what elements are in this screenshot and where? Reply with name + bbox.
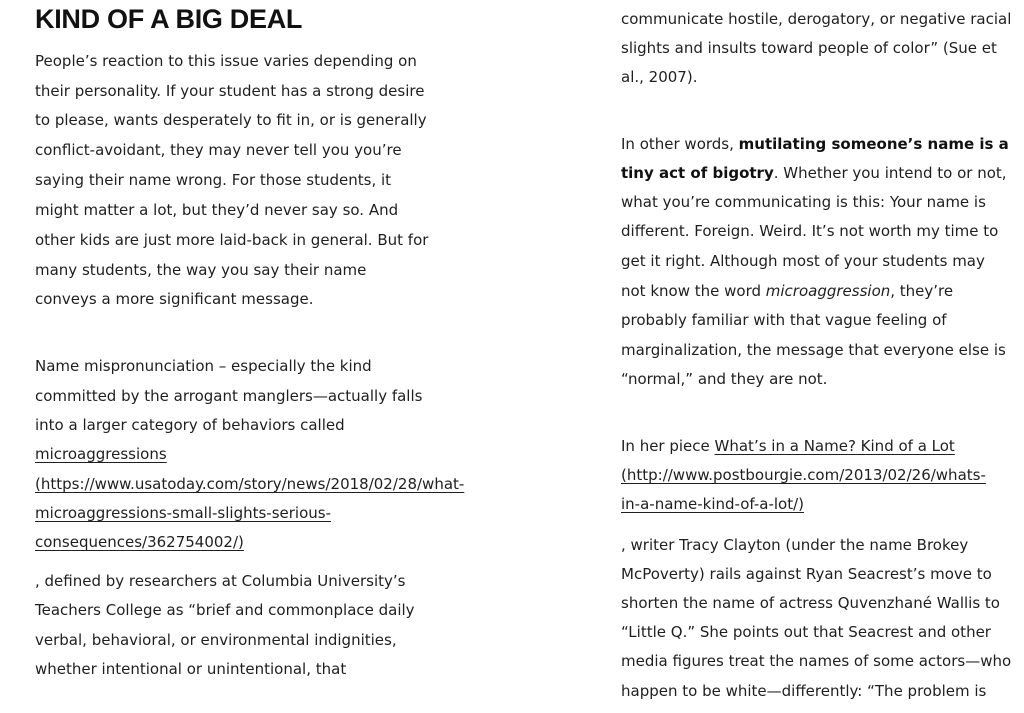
- text-span: . Whether you intend to or not,: [773, 164, 1007, 182]
- text-line: media figures treat the names of some actors—who: [621, 652, 1012, 670]
- microaggressions-link-url[interactable]: consequences/362754002/): [35, 533, 244, 551]
- whats-in-a-name-link[interactable]: What’s in a Name? Kind of a Lot: [714, 437, 955, 455]
- emphasis-text: mutilating someone’s name is a: [738, 135, 1009, 153]
- text-line: marginalization, the message that everyone else is: [621, 341, 1006, 359]
- text-line: “Little Q.” She points out that Seacrest and other: [621, 623, 991, 641]
- text-line: whether intentional or unintentional, that: [35, 660, 347, 678]
- text-span: In other words,: [621, 135, 739, 153]
- text-line: [621, 281, 953, 301]
- text-line: communicate hostile, derogatory, or negative racial: [621, 10, 1012, 28]
- italic-term: microaggression: [765, 282, 891, 300]
- text-span: not know the word: [621, 282, 766, 300]
- text-line: People’s reaction to this issue varies depending on: [35, 52, 417, 70]
- text-line: conveys a more significant message.: [35, 290, 314, 308]
- text-line: slights and insults toward people of color” (Sue et: [621, 39, 997, 57]
- text-line: happen to be white—differently: “The problem is: [621, 682, 987, 700]
- text-line: [621, 436, 955, 456]
- text-line: Name mispronunciation – especially the kind: [35, 357, 372, 375]
- text-line: many students, the way you say their name: [35, 261, 367, 279]
- microaggressions-link-url[interactable]: (https://www.usatoday.com/story/news/2018/02/28/what-: [35, 475, 465, 493]
- text-line: what you’re communicating is this: Your name is: [621, 193, 986, 211]
- text-line: McPoverty) rails against Ryan Seacrest’s move to: [621, 565, 992, 583]
- text-line: [621, 134, 1009, 154]
- text-line: conflict-avoidant, they may never tell you you’re: [35, 141, 402, 159]
- text-line: Teachers College as “brief and commonplace daily: [35, 601, 415, 619]
- text-line: [621, 163, 1007, 183]
- section-heading: KIND OF A BIG DEAL: [35, 4, 303, 34]
- text-line: committed by the arrogant manglers—actually falls: [35, 387, 423, 405]
- text-line: different. Foreign. Weird. It’s not worth my time to: [621, 222, 999, 240]
- text-line: saying their name wrong. For those students, it: [35, 171, 392, 189]
- text-line: into a larger category of behaviors called: [35, 416, 345, 434]
- whats-in-a-name-link-url[interactable]: in-a-name-kind-of-a-lot/): [621, 495, 805, 513]
- text-line: shorten the name of actress Quvenzhané Wallis to: [621, 594, 1000, 612]
- text-line: , defined by researchers at Columbia University’s: [35, 572, 406, 590]
- text-line: al., 2007).: [621, 68, 698, 86]
- text-line: , writer Tracy Clayton (under the name Brokey: [621, 536, 969, 554]
- text-line: their personality. If your student has a strong desire: [35, 82, 425, 100]
- text-span: , they’re: [890, 282, 954, 300]
- emphasis-text: tiny act of bigotry: [621, 164, 774, 182]
- text-span: In her piece: [621, 437, 715, 455]
- text-line: verbal, behavioral, or environmental indignities,: [35, 631, 397, 649]
- text-line: other kids are just more laid-back in general. But for: [35, 231, 429, 249]
- text-line: might matter a lot, but they’d never say so. And: [35, 201, 399, 219]
- microaggressions-link[interactable]: microaggressions: [35, 445, 167, 463]
- microaggressions-link-url[interactable]: microaggressions-small-slights-serious-: [35, 504, 331, 522]
- text-line: “normal,” and they are not.: [621, 370, 828, 388]
- text-line: get it right. Although most of your students may: [621, 252, 985, 270]
- text-line: to please, wants desperately to fit in, or is generally: [35, 111, 427, 129]
- text-line: probably familiar with that vague feeling of: [621, 311, 947, 329]
- whats-in-a-name-link-url[interactable]: (http://www.postbourgie.com/2013/02/26/whats-: [621, 466, 986, 484]
